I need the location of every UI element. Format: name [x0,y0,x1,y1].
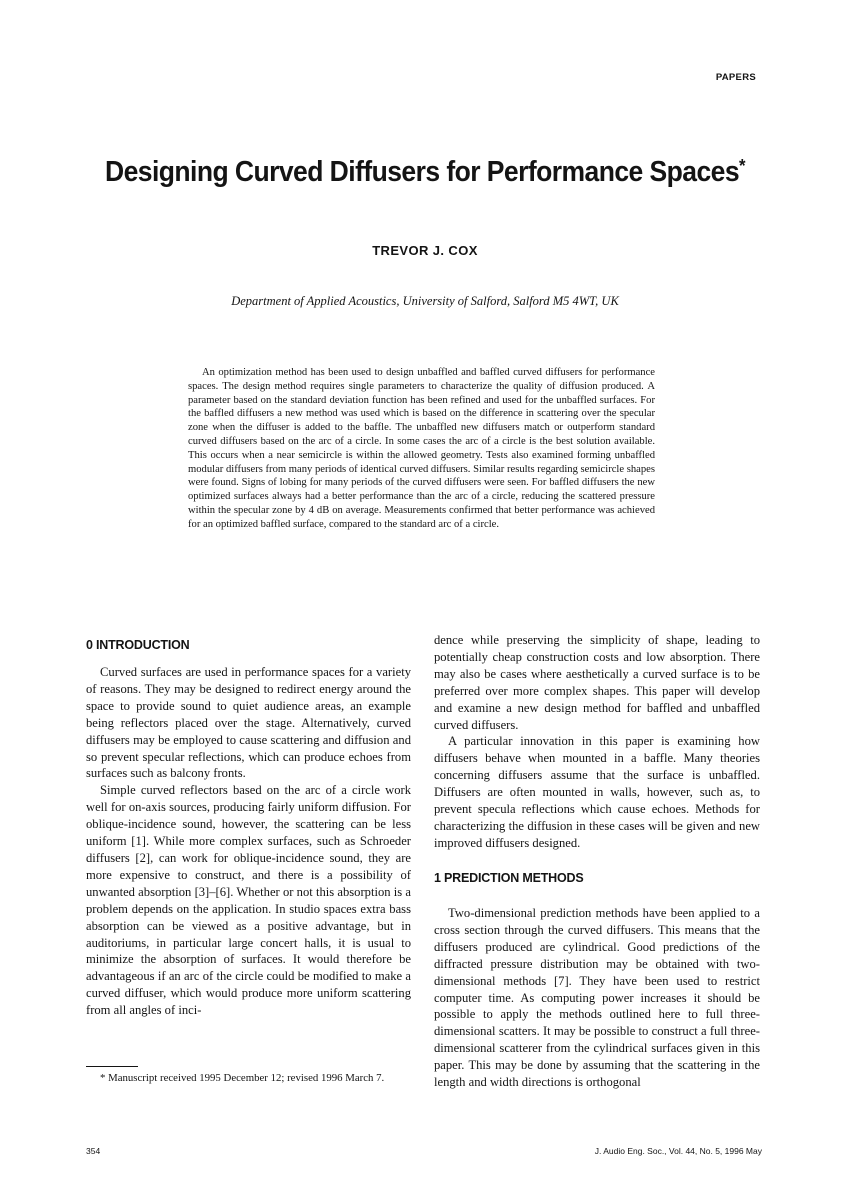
paragraph: dence while preserving the simplicity of shape, leading to potentially cheap construction costs and low absorption. There may also be cases where aesthetically a curved surface is to be preferred over more complex shapes. This paper will develop and examine a new design method for baffled and unbaffled curved diffusers. [434,633,760,732]
paragraph: Simple curved reflectors based on the arc of a circle work well for on-axis sources, producing fairly uniform diffusion. For oblique-incidence sound, however, the scattering can be less uniform [1]. While more complex surfaces, such as Schroeder diffusers [2], can work for oblique-incidence sound, they are more expensive to construct, and there is a possibility of unwanted absorption [3]–[6]. Whether or not this absorption is a problem depends on the application. In studio spaces extra bass absorption can be viewed as a positive advantage, but in auditoriums, in particular large concert halls, it is usual to minimize the absorption of surfaces. It would therefore be advantageous if an arc of the circle could be modified to make a curved diffuser, which would produce more uniform scattering from all angles of inci- [86,783,411,1018]
paragraph: A particular innovation in this paper is examining how diffusers behave when mounted in a baffle. Many theories concerning diffusers assume that the surface is unbaffled. Diffusers are often mounted in walls, however, such as, to prevent specula reflections which cause echoes. Methods for characterizing the diffusion in these cases will be given and new improved diffusers designed. [434,734,760,850]
section-tag: PAPERS [715,72,756,83]
footnote: * Manuscript received 1995 December 12; revised 1996 March 7. [100,1072,385,1084]
paper-title [86,156,765,189]
section-heading-introduction: 0 INTRODUCTION [86,638,190,652]
right-column [434,632,760,852]
right-column-continued [434,905,760,1091]
author-name: TREVOR J. COX [372,243,478,258]
page-number: 354 [86,1146,101,1156]
abstract: An optimization method has been used to design unbaffled and baffled curved diffusers for performance spaces. The design method requires single parameters to characterize the quality of diffusion produced. A parameter based on the standard deviation function has been refined and used for the unbaffled surfaces. For the baffled diffusers a new method was used which is based on the difference in scattering over the specular zone when the diffuser is added to the baffle. The unbaffled new diffusers match or outperform standard curved diffusers based on the arc of a circle. In some cases the arc of a circle is the best solution available. This occurs when a near semicircle is within the allowed geometry. Tests also examined forming unbaffled modular diffusers from many periods of identical curved diffusers. Similar results regarding semicircle shapes were found. Signs of lobing for many periods of the curved diffusers were seen. For baffled diffusers the new optimized surfaces always had a better performance than the arc of a circle, reducing the scattered pressure within the specular zone by 4 dB on average. Measurements confirmed that better performance was achieved for an optimized baffled surface, compared to the standard arc of a circle. [188,367,655,530]
journal-citation: J. Audio Eng. Soc., Vol. 44, No. 5, 1996 May [594,1146,762,1156]
paragraph: Curved surfaces are used in performance spaces for a variety of reasons. They may be designed to redirect energy around the space to provide sound to quiet audience areas, an example being reflectors placed over the stage. Alternatively, curved diffusers may be employed to cause scattering and diffusion and so prevent specular reflections, which can produce echoes from surfaces such as balcony fronts. [86,665,411,781]
title-footnote-mark: * [739,156,745,176]
left-column [86,664,411,1019]
footnote-rule [86,1066,138,1067]
title-text: Designing Curved Diffusers for Performance Spaces [105,156,740,188]
author-affiliation: Department of Applied Acoustics, University of Salford, Salford M5 4WT, UK [231,294,619,308]
paragraph: Two-dimensional prediction methods have been applied to a cross section through the curved diffusers. This means that the diffusers produced are cylindrical. Good predictions of the diffracted pressure distribution may be obtained with two-dimensional methods [7]. They have been used to restrict computer time. As computing power increases it should be possible to apply the methods outlined here to full three-dimensional scatters. It may be possible to construct a full three-dimensional scatterer from the cylindrical surfaces given in this paper. This may be done by assuming that the scattering in the length and width directions is orthogonal [434,906,760,1090]
section-heading-prediction-methods: 1 PREDICTION METHODS [434,871,584,885]
